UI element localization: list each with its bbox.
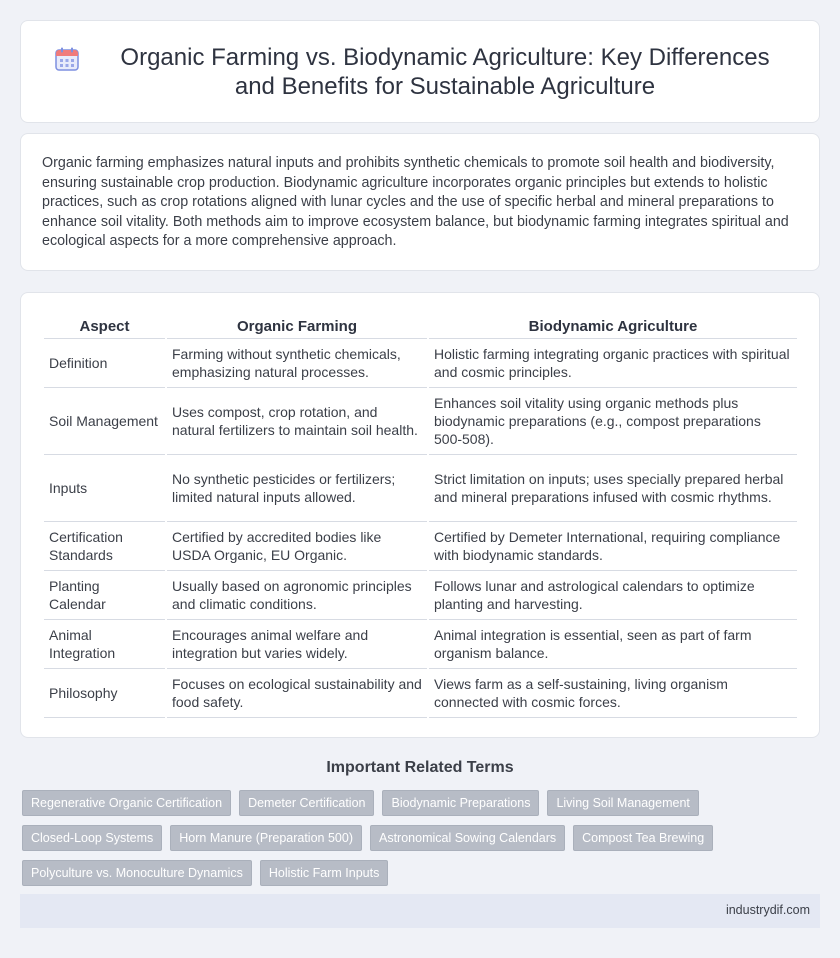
organic-cell: Usually based on agronomic principles and climatic conditions. xyxy=(167,571,427,620)
page-title: Organic Farming vs. Biodynamic Agriculture: Key Differences and Benefits for Sustainable Agriculture xyxy=(120,43,770,100)
intro-card xyxy=(20,133,820,271)
table-row xyxy=(44,455,797,522)
related-term-tag[interactable]: Holistic Farm Inputs xyxy=(260,860,388,886)
table-row xyxy=(44,620,797,669)
aspect-cell: Soil Management xyxy=(44,388,165,455)
biodynamic-cell: Holistic farming integrating organic practices with spiritual and cosmic principles. xyxy=(429,339,797,388)
table-row xyxy=(44,571,797,620)
related-term-tag[interactable]: Living Soil Management xyxy=(547,790,698,816)
table-row xyxy=(44,669,797,718)
comparison-table xyxy=(42,315,799,718)
aspect-cell: Definition xyxy=(44,339,165,388)
aspect-cell: Planting Calendar xyxy=(44,571,165,620)
table-row xyxy=(44,522,797,571)
biodynamic-cell: Enhances soil vitality using organic methods plus biodynamic preparations (e.g., compost preparations 500-508). xyxy=(429,388,797,455)
related-terms-heading: Important Related Terms xyxy=(326,759,514,776)
related-term-tag[interactable]: Demeter Certification xyxy=(239,790,374,816)
title-card xyxy=(20,20,820,123)
related-term-tag[interactable]: Closed-Loop Systems xyxy=(22,825,162,851)
biodynamic-cell: Animal integration is essential, seen as part of farm organism balance. xyxy=(429,620,797,669)
related-term-tag[interactable]: Biodynamic Preparations xyxy=(382,790,539,816)
comparison-card xyxy=(20,292,820,738)
intro-paragraph: Organic farming emphasizes natural inputs and prohibits synthetic chemicals to promote soil health and biodiversity, ensuring sustainable crop production. Biodynamic agriculture incorporates organic principles but extends to holistic practices, such as crop rotations aligned with lunar cycles and the use of specific herbal and mineral preparations to enhance soil vitality. Both methods aim to improve ecosystem balance, but biodynamic farming integrates spiritual and ecological aspects for a more comprehensive approach. xyxy=(42,155,789,249)
header-biodynamic: Biodynamic Agriculture xyxy=(429,315,797,339)
organic-cell: Uses compost, crop rotation, and natural fertilizers to maintain soil health. xyxy=(167,388,427,455)
aspect-cell: Philosophy xyxy=(44,669,165,718)
organic-cell: Encourages animal welfare and integration but varies widely. xyxy=(167,620,427,669)
organic-cell: Certified by accredited bodies like USDA Organic, EU Organic. xyxy=(167,522,427,571)
footer xyxy=(20,894,820,928)
aspect-cell: Certification Standards xyxy=(44,522,165,571)
biodynamic-cell: Views farm as a self-sustaining, living organism connected with cosmic forces. xyxy=(429,669,797,718)
table-row xyxy=(44,388,797,455)
biodynamic-cell: Certified by Demeter International, requiring compliance with biodynamic standards. xyxy=(429,522,797,571)
related-term-tag[interactable]: Compost Tea Brewing xyxy=(573,825,713,851)
related-term-tag[interactable]: Astronomical Sowing Calendars xyxy=(370,825,565,851)
related-term-tag[interactable]: Regenerative Organic Certification xyxy=(22,790,231,816)
organic-cell: No synthetic pesticides or fertilizers; limited natural inputs allowed. xyxy=(167,455,427,522)
biodynamic-cell: Follows lunar and astrological calendars to optimize planting and harvesting. xyxy=(429,571,797,620)
related-terms-list xyxy=(22,790,812,886)
table-row xyxy=(44,339,797,388)
organic-cell: Focuses on ecological sustainability and food safety. xyxy=(167,669,427,718)
table-header-row xyxy=(44,315,797,339)
aspect-cell: Animal Integration xyxy=(44,620,165,669)
related-term-tag[interactable]: Horn Manure (Preparation 500) xyxy=(170,825,362,851)
aspect-cell: Inputs xyxy=(44,455,165,522)
header-organic: Organic Farming xyxy=(167,315,427,339)
header-aspect: Aspect xyxy=(44,315,165,339)
organic-cell: Farming without synthetic chemicals, emphasizing natural processes. xyxy=(167,339,427,388)
related-term-tag[interactable]: Polyculture vs. Monoculture Dynamics xyxy=(22,860,252,886)
biodynamic-cell: Strict limitation on inputs; uses specially prepared herbal and mineral preparations infused with cosmic rhythms. xyxy=(429,455,797,522)
footer-site-link[interactable]: industrydif.com xyxy=(725,903,810,917)
